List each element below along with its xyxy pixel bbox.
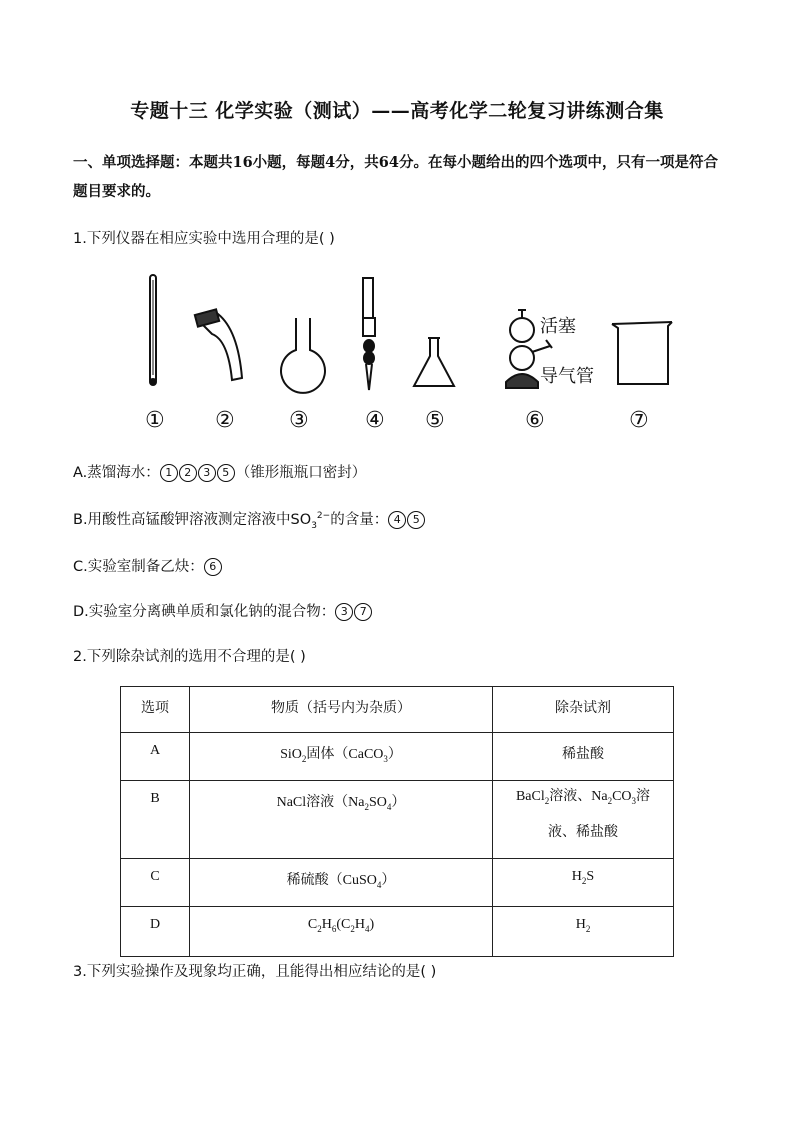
- circled-number: 6: [204, 558, 222, 576]
- circled-number: 3: [335, 603, 353, 621]
- gas-tube-label: 导气管: [540, 366, 594, 387]
- option-a-prefix: A.蒸馏海水：: [73, 465, 160, 481]
- table-row: [121, 859, 674, 907]
- circled-number: 7: [354, 603, 372, 621]
- table-cell: B: [121, 781, 190, 859]
- option-b-mid: 的含量：: [330, 512, 389, 528]
- circled-number: 4: [388, 511, 406, 529]
- option-b-sub: 3: [311, 520, 317, 531]
- circled-number: 2: [179, 464, 197, 482]
- option-b-sup: 2−: [316, 511, 331, 522]
- table-cell: D: [121, 907, 190, 957]
- circled-number: 5: [407, 511, 425, 529]
- table-cell: $H_2$: [493, 907, 674, 957]
- table-cell: 稀盐酸: [493, 733, 674, 781]
- apparatus-number: ③: [289, 408, 309, 433]
- circled-number: 5: [217, 464, 235, 482]
- beaker-icon: [612, 322, 672, 384]
- bent-tube-icon: [195, 309, 242, 380]
- table-row: [121, 733, 674, 781]
- circled-number: 3: [198, 464, 216, 482]
- option-a-suffix: （锥形瓶瓶口密封）: [235, 465, 367, 481]
- apparatus-number: ①: [145, 408, 165, 433]
- question-1-stem: 1.下列仪器在相应实验中选用合理的是( ): [73, 231, 335, 247]
- table-cell: SiO$_2$固体（CaCO$_3$）: [190, 733, 493, 781]
- option-b: [73, 508, 426, 531]
- table-header: 除杂试剂: [493, 687, 674, 733]
- circled-number: 1: [160, 464, 178, 482]
- apparatus-figure: [120, 270, 700, 440]
- option-c-prefix: C.实验室制备乙炔：: [73, 559, 204, 575]
- table-header-row: [121, 687, 674, 733]
- option-a: [73, 461, 366, 482]
- document-title: 专题十三 化学实验（测试）——高考化学二轮复习讲练测合集: [130, 100, 664, 122]
- table-cell: A: [121, 733, 190, 781]
- impurity-table: [120, 686, 674, 957]
- question-2-stem: 2.下列除杂试剂的选用不合理的是( ): [73, 649, 306, 665]
- table-cell: 稀硫酸（CuSO$_4$）: [190, 859, 493, 907]
- table-row: [121, 781, 674, 859]
- apparatus-number: ④: [365, 408, 385, 433]
- apparatus-number: ⑤: [425, 408, 445, 433]
- round-flask-icon: [281, 318, 325, 393]
- table-cell: $C_2H_6(C_2H_4)$: [190, 907, 493, 957]
- table-cell: NaCl溶液$(Na_2SO_4)$: [190, 781, 493, 859]
- table-header: 物质（括号内为杂质）: [190, 687, 493, 733]
- table-cell: BaCl$_2$溶液、$Na_2CO_3$溶 液、稀盐酸: [493, 781, 674, 859]
- section-heading: 一、单项选择题：本题共16小题，每题4分，共64分。在每小题给出的四个选项中，只有一项是符合题目要求的。: [73, 154, 718, 200]
- table-cell: C: [121, 859, 190, 907]
- apparatus-number: ⑦: [629, 408, 649, 433]
- option-b-prefix: B.用酸性高锰酸钾溶液测定溶液中SO: [73, 512, 312, 528]
- conical-flask-icon: [414, 338, 454, 386]
- burette-icon: [363, 278, 375, 390]
- apparatus-number: ②: [215, 408, 235, 433]
- option-d-prefix: D.实验室分离碘单质和氯化钠的混合物：: [73, 604, 336, 620]
- apparatus-number: ⑥: [525, 408, 545, 433]
- option-c: [73, 555, 223, 576]
- table-cell: $H_2S$: [493, 859, 674, 907]
- question-3-stem: 3.下列实验操作及现象均正确，且能得出相应结论的是( ): [73, 964, 437, 980]
- stopcock-label: 活塞: [540, 316, 576, 337]
- thermometer-icon: [150, 275, 156, 385]
- table-header: 选项: [121, 687, 190, 733]
- table-row: [121, 907, 674, 957]
- option-d: [73, 600, 373, 621]
